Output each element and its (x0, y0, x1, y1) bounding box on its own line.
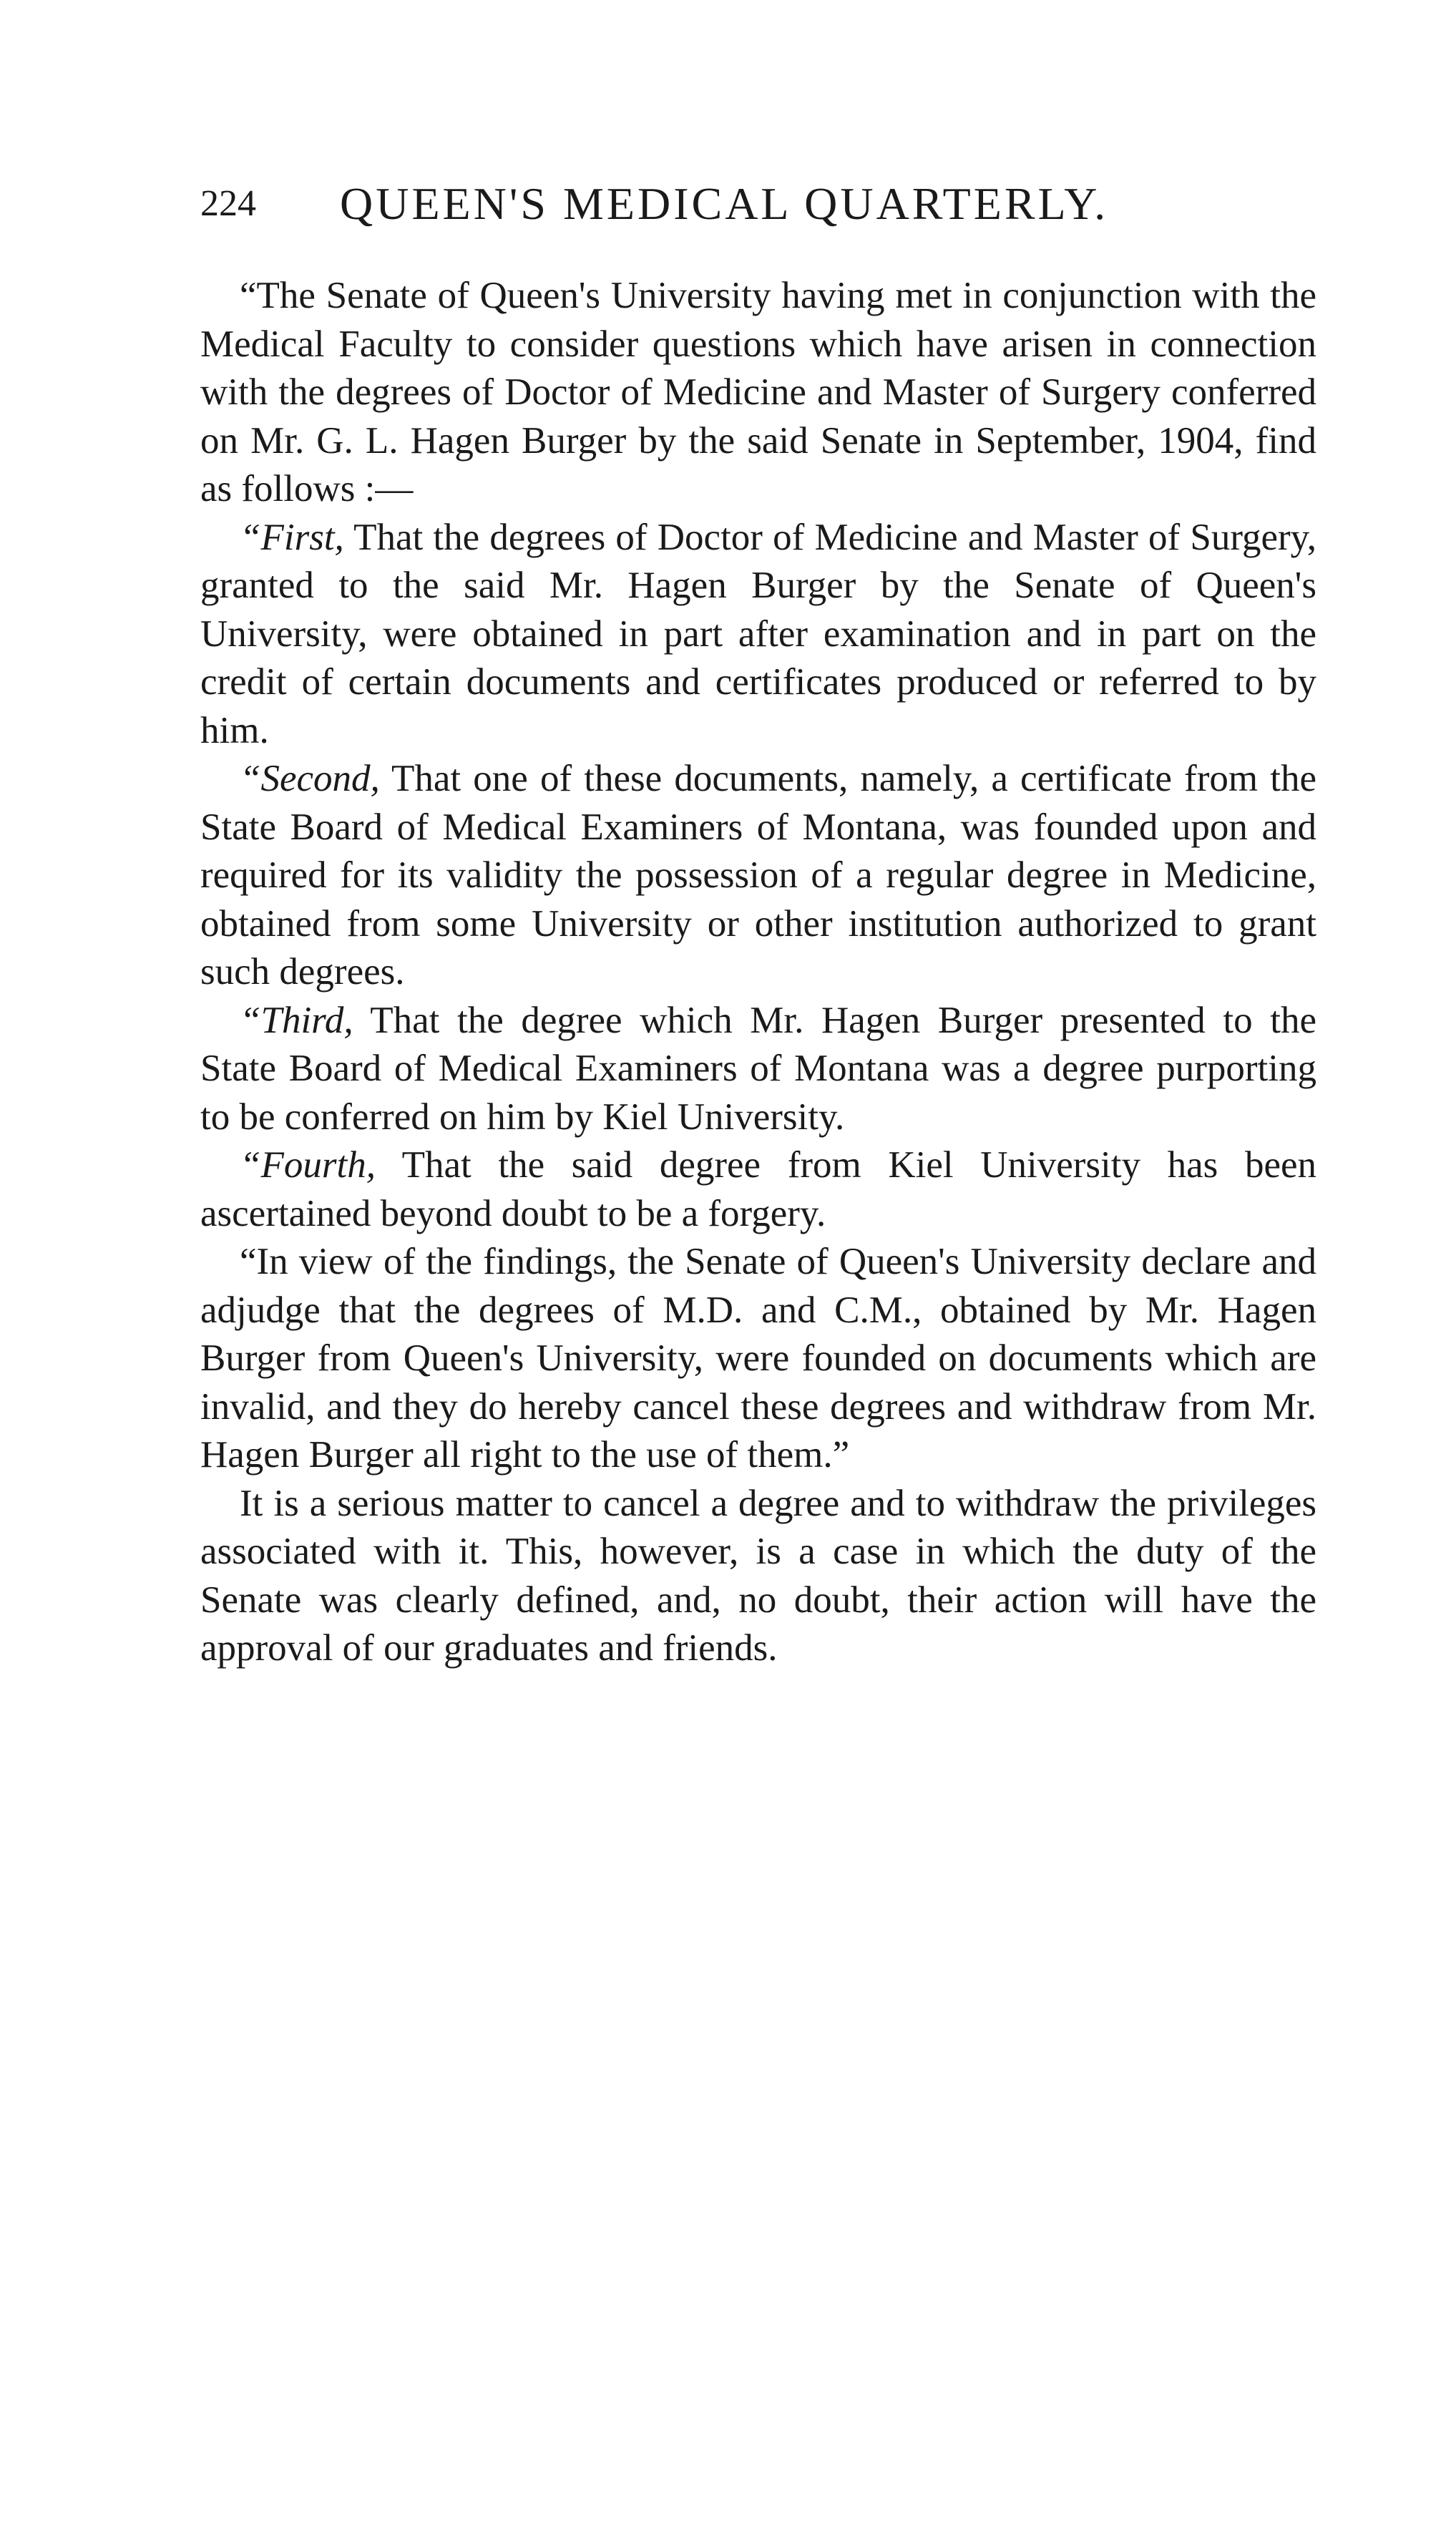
finding-fourth (200, 1141, 1316, 1238)
article-body (200, 272, 1316, 1673)
paragraph-text: That the said degree from Kiel University has been ascertained beyond doubt to be a forgery. (200, 1144, 1316, 1234)
paragraph-text: That the degree which Mr. Hagen Burger presented to the State Board of Medical Examiners of Montana was a degree purporting to be conferred on him by Kiel University. (200, 999, 1316, 1138)
page-number: 224 (200, 183, 256, 224)
paragraph-text: It is a serious matter to cancel a degree and to withdraw the privileges associated with it. This, however, is a case in which the duty of the Senate was clearly defined, and, no doubt, their action will have the approval of our graduates and friends. (200, 1482, 1316, 1669)
finding-lead-in: “Fourth, (240, 1144, 376, 1186)
finding-third (200, 997, 1316, 1142)
paragraph-text: “The Senate of Queen's University having met in conjunction with the Medical Faculty to consider questions which have arisen in connection with the degrees of Doctor of Medicine and Master of Surgery conferred on Mr. G. L. Hagen Burger by the said Senate in September, 1904, find as follows :— (200, 275, 1316, 509)
finding-lead-in: “First, (240, 516, 344, 558)
paragraph-text: That the degrees of Doctor of Medicine and Master of Surgery, granted to the said Mr. Hagen Burger by the Senate of Queen's University, were obtained in part after examination and in part on the credit of certain documents and certificates produced or referred to by him. (200, 516, 1316, 751)
senate-resolution-preamble (200, 272, 1316, 514)
editorial-comment (200, 1480, 1316, 1673)
running-head (200, 172, 1316, 236)
paragraph-text: That one of these documents, namely, a certificate from the State Board of Medical Examiners of Montana, was founded upon and required for its validity the possession of a regular degree in Medicine, obtained from some University or other institution authorized to grant such degrees. (200, 758, 1316, 993)
finding-lead-in: “Second, (240, 758, 380, 799)
senate-judgment (200, 1238, 1316, 1480)
finding-lead-in: “Third, (240, 999, 353, 1041)
finding-first (200, 514, 1316, 756)
paragraph-text: “In view of the findings, the Senate of Queen's University declare and adjudge that the degrees of M.D. and C.M., obtained by Mr. Hagen Burger from Queen's University, were founded on documents which are invalid, and they do hereby cancel these degrees and withdraw from Mr. Hagen Burger all right to the use of them.” (200, 1241, 1316, 1476)
finding-second (200, 755, 1316, 997)
journal-title: QUEEN'S MEDICAL QUARTERLY. (340, 178, 1109, 229)
